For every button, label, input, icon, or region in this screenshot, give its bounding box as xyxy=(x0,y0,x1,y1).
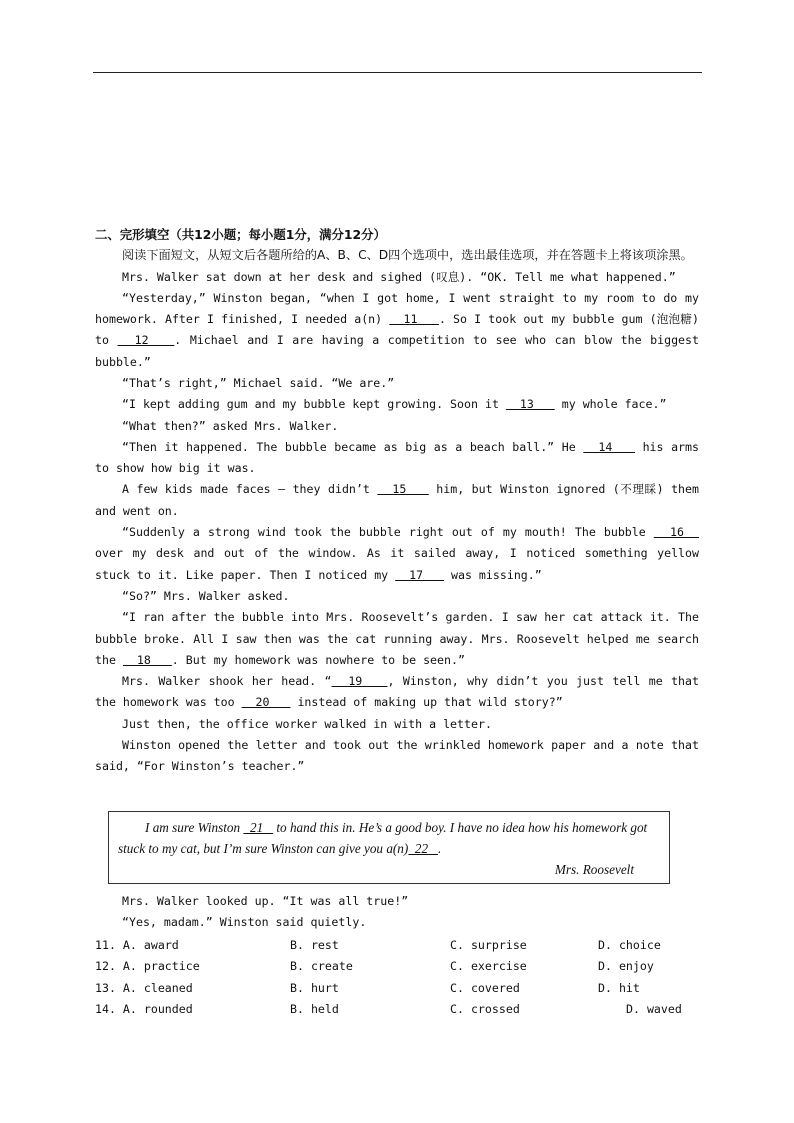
passage-paragraph xyxy=(95,267,699,288)
closing-lines xyxy=(95,891,699,934)
option-d[interactable]: D. hit xyxy=(598,980,640,995)
passage-text: . Michael and I are having a competition to see who can blow the biggest bubble.” xyxy=(95,333,699,369)
passage-text: “I ran after the bubble into Mrs. Roosevelt’s garden. I saw her cat attack it. The bubble broke. All I saw then was the cat running away. Mrs. Roosevelt helped me search the xyxy=(95,610,699,667)
option-d[interactable]: D. waved xyxy=(626,1001,682,1016)
option-b[interactable]: B. hurt xyxy=(290,980,339,995)
cloze-blank: 13 xyxy=(505,397,555,412)
option-c[interactable]: C. exercise xyxy=(450,959,527,974)
passage-paragraph xyxy=(95,288,699,373)
cloze-blank: 20 xyxy=(241,695,291,710)
option-d[interactable]: D. choice xyxy=(598,938,661,952)
passage-text: “Suddenly a strong wind took the bubble right out of my mouth! The bubble xyxy=(122,525,654,540)
passage-text: “That’s right,” Michael said. “We are.” xyxy=(122,375,395,390)
cloze-blank: 12 xyxy=(117,333,175,348)
cloze-blank: 21 xyxy=(243,820,274,835)
note-body xyxy=(118,817,660,859)
passage-paragraph xyxy=(95,607,699,671)
cloze-blank: 17 xyxy=(395,567,445,582)
closing-line: Mrs. Walker looked up. “It was all true!” xyxy=(122,894,409,908)
passage-text: my whole face.” xyxy=(554,397,667,412)
option-d[interactable]: D. enjoy xyxy=(598,959,654,974)
passage-text: “Yesterday,” Winston began, “when I got home, I went straight to my room to do my homework. After I finished, I needed a(n) xyxy=(95,290,699,327)
passage-text: A few kids made faces — they didn’t xyxy=(122,482,378,497)
passage-text: Just then, the office worker walked in with a letter. xyxy=(122,716,492,731)
passage-paragraph xyxy=(95,479,699,522)
section-instruction: 阅读下面短文，从短文后各题所给的A、B、C、D四个选项中，选出最佳选项，并在答题卡上将该项涂黑。 xyxy=(122,248,693,262)
passage-paragraph xyxy=(95,714,699,735)
passage-text: “What then?” asked Mrs. Walker. xyxy=(122,418,339,433)
header-rule xyxy=(93,72,702,73)
passage-paragraph xyxy=(95,586,699,607)
option-row-14 xyxy=(95,999,699,1020)
passage-text: instead of making up that wild story?” xyxy=(290,695,563,710)
note-text-part: to hand this in. He’s a good boy. I have no idea how his homework got stuck to my cat, but I’m sure Winston can give you a(n) xyxy=(118,820,648,856)
option-a[interactable]: 14. A. rounded xyxy=(95,1001,193,1016)
cloze-blank: 16 xyxy=(653,525,699,540)
passage-text: Mrs. Walker sat down at her desk and sighed (叹息). “OK. Tell me what happened.” xyxy=(122,269,676,284)
passage-text: was missing.” xyxy=(444,567,542,582)
option-b[interactable]: B. held xyxy=(290,1001,339,1016)
passage-paragraph xyxy=(95,416,699,437)
cloze-section xyxy=(95,225,699,778)
passage-paragraph xyxy=(95,437,699,480)
option-row-12 xyxy=(95,956,699,977)
option-c[interactable]: C. surprise xyxy=(450,938,527,952)
note-text-part: . xyxy=(437,841,442,856)
option-a[interactable]: 13. A. cleaned xyxy=(95,980,193,995)
option-c[interactable]: C. crossed xyxy=(450,1001,520,1016)
note-text xyxy=(118,817,660,859)
passage-paragraph xyxy=(95,394,699,415)
note-signature: Mrs. Roosevelt xyxy=(554,862,634,877)
passage-text: over my desk and out of the window. As it sailed away, I noticed something yellow stuck to it. Like paper. Then I noticed my xyxy=(95,546,699,582)
passage-text: . But my homework was nowhere to be seen.” xyxy=(171,652,465,667)
passage-text: “I kept adding gum and my bubble kept growing. Soon it xyxy=(122,397,506,412)
option-c[interactable]: C. covered xyxy=(450,980,520,995)
passage-text: Winston opened the letter and took out the wrinkled homework paper and a note that said, “For Winston’s teacher.” xyxy=(95,738,699,774)
passage-text: “Then it happened. The bubble became as big as a beach ball.” He xyxy=(122,439,584,454)
answer-options xyxy=(95,935,699,1020)
passage-paragraph xyxy=(95,735,699,778)
section-heading: 二、完形填空（共12小题；每小题1分，满分12分） xyxy=(95,227,386,242)
passage-paragraph xyxy=(95,373,699,394)
option-a[interactable]: 11. A. award xyxy=(95,938,179,952)
cloze-blank: 18 xyxy=(122,652,172,667)
roosevelt-note xyxy=(108,811,670,884)
option-b[interactable]: B. rest xyxy=(290,938,339,952)
passage-paragraph xyxy=(95,671,699,714)
passage-text: him, but Winston ignored (不理睬) them and went on. xyxy=(95,482,699,518)
passage xyxy=(95,267,699,778)
option-b[interactable]: B. create xyxy=(290,959,353,974)
option-row-11 xyxy=(95,935,699,956)
note-text-part: I am sure Winston xyxy=(145,820,244,835)
cloze-blank: 15 xyxy=(377,482,429,497)
passage-text: “So?” Mrs. Walker asked. xyxy=(122,588,290,603)
passage-paragraph xyxy=(95,522,699,586)
passage-text: , Winston, why didn’t you just tell me that the homework was too xyxy=(95,674,699,710)
option-row-13 xyxy=(95,978,699,999)
cloze-blank: 11 xyxy=(389,312,439,327)
cloze-blank: 22 xyxy=(408,841,438,856)
passage-text: . So I took out my bubble gum (泡泡糖) to xyxy=(95,312,699,348)
cloze-blank: 19 xyxy=(331,674,388,689)
passage-text: Mrs. Walker shook her head. “ xyxy=(122,674,332,689)
option-a[interactable]: 12. A. practice xyxy=(95,959,200,974)
passage-text: his arms to show how big it was. xyxy=(95,439,699,476)
closing-line: “Yes, madam.” Winston said quietly. xyxy=(122,915,367,930)
cloze-blank: 14 xyxy=(583,439,636,454)
